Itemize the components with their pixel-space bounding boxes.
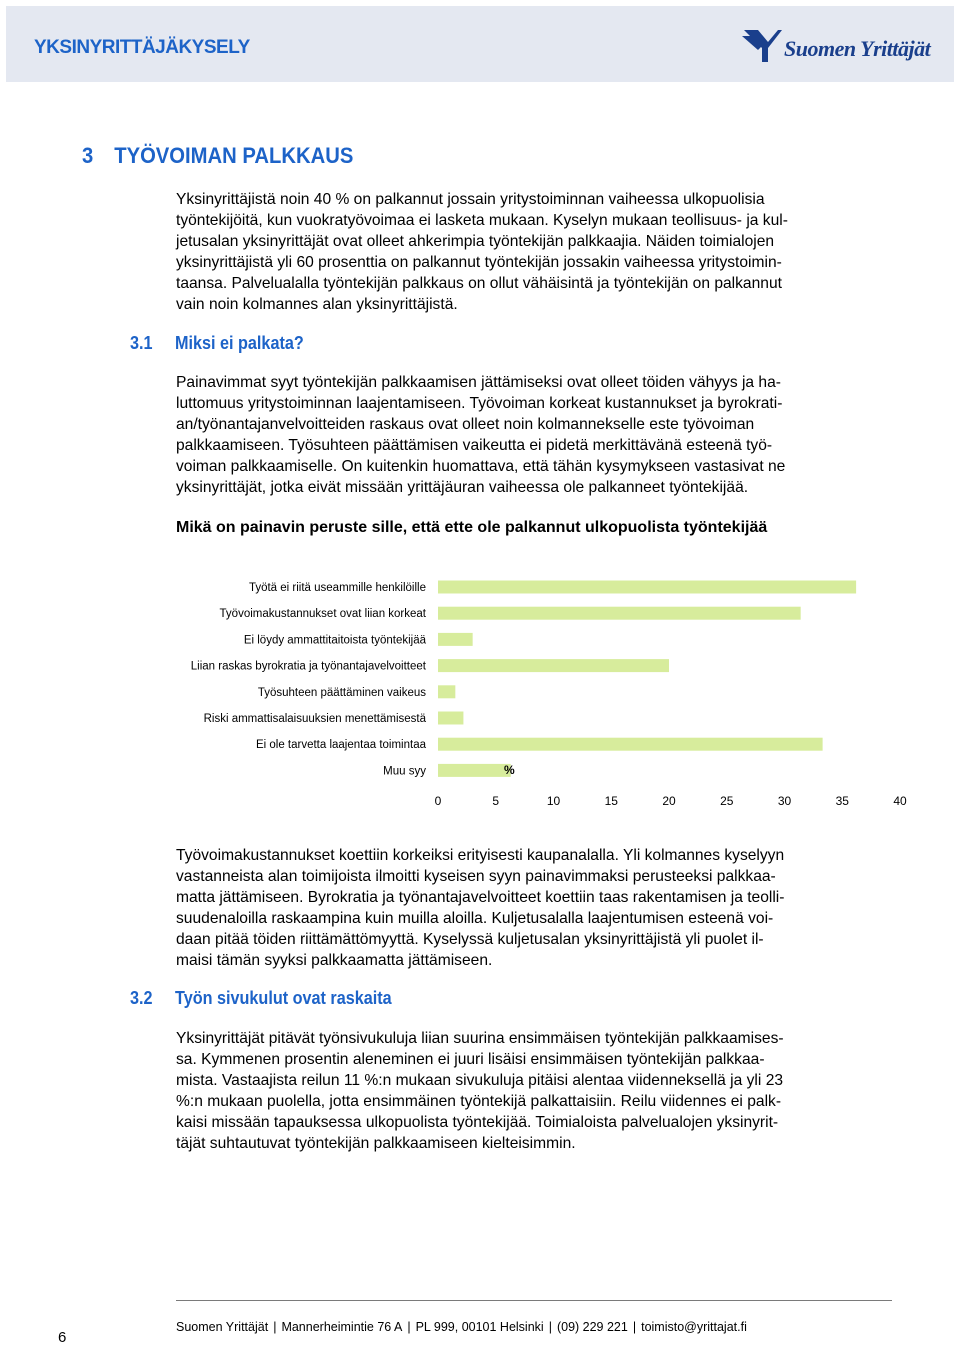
- text-line: voiman palkkaamiselle. On kuitenkin huomattava, että tähän kysymykseen vastasivat ne: [176, 458, 786, 475]
- text-line: daan pitää töiden riittämättömyyttä. Kyselyssä kuljetusalan yksinyrittäjistä yli puolet il-: [176, 931, 764, 948]
- section-3-1-number: 3.1: [130, 333, 153, 353]
- section-3-2-title: Työn sivukulut ovat raskaita: [175, 988, 392, 1008]
- text-line: sa. Kymmenen prosentin aleneminen ei juuri lisäisi ensimmäisen työntekijän palkkaa-: [176, 1051, 765, 1068]
- category-label: Ei ole tarvetta laajentaa toimintaa: [255, 739, 426, 752]
- footer-phone: (09) 229 221: [556, 1320, 628, 1334]
- category-label: Työtä ei riitä useammille henkilöille: [248, 582, 426, 594]
- footer-separator: |: [273, 1320, 277, 1334]
- x-tick-label: 15: [604, 794, 618, 808]
- text-line: yksinyrittäjät, jotka eivät missään yrittäjäuran vaiheessa ole palkanneet työntekijää.: [176, 479, 749, 496]
- section-3-2-heading: [130, 988, 392, 1009]
- text-line: täjät suhtautuvat työntekijän palkkaamiseen kielteisimmin.: [176, 1135, 576, 1152]
- bar: [438, 607, 801, 620]
- section-3-number: 3: [82, 143, 94, 168]
- text-line: mista. Vastaajista reilun 11 %:n mukaan sivukuluja pitäisi alentaa viidenneksellä ja yli 23: [176, 1072, 784, 1089]
- footer-email[interactable]: toimisto@yrittajat.fi: [641, 1320, 747, 1334]
- logo-mark-icon: [742, 26, 782, 66]
- x-tick-label: 10: [546, 794, 561, 808]
- text-line: %:n mukaan puolella, jotta ensimmäinen työntekijä palkattaisiin. Reilu viidennes ei palk-: [176, 1093, 782, 1110]
- section-3-1-heading: [130, 333, 304, 354]
- footer-org: Suomen Yrittäjät: [176, 1320, 269, 1334]
- suomen-yrittajat-logo: [742, 26, 942, 66]
- bar-chart: [160, 570, 920, 815]
- section-3-heading: [82, 143, 353, 169]
- category-label: Riski ammattisalaisuuksien menettämisestä: [203, 713, 426, 725]
- bar: [438, 685, 455, 698]
- x-tick-label: 30: [777, 794, 792, 808]
- text-line: Työvoimakustannukset koettiin korkeiksi erityisesti kaupanalalla. Yli kolmannes kyselyyn: [176, 847, 785, 864]
- text-line: palkkaamiseen. Työsuhteen päättämisen vaikeutta ei pidetä merkittävänä esteenä työ-: [176, 437, 773, 454]
- text-line: kaisi missään tapauksessa ulkopuolista työntekijää. Toimialoista palvelualojen yksinyrit-: [176, 1114, 779, 1131]
- bar: [438, 633, 473, 646]
- bar: [438, 738, 823, 751]
- category-label: Työvoimakustannukset ovat liian korkeat: [219, 608, 426, 621]
- text-line: yksinyrittäjistä yli 60 prosenttia on palkannut työntekijän jossakin vaiheessa yritystoimin-: [176, 254, 782, 271]
- section-3-intro: [176, 189, 896, 315]
- bar: [438, 712, 463, 725]
- x-tick-label: 5: [492, 794, 500, 808]
- x-tick-label: 25: [720, 794, 734, 808]
- section-3-title: TYÖVOIMAN PALKKAUS: [114, 143, 354, 168]
- footer-separator: |: [548, 1320, 552, 1334]
- text-line: suudenaloilla raskaampina kuin muilla aloilla. Kuljetusalalla laajentumisen esteenä voi-: [176, 910, 774, 927]
- text-line: matta jättämiseen. Byrokratia ja työnantajavelvoitteet koettiin taas rakentamisen ja teolli-: [176, 889, 785, 906]
- footer-separator: |: [632, 1320, 637, 1334]
- section-3-1-after-chart: [176, 845, 896, 971]
- text-line: jetusalan yksinyrittäjät ovat olleet ahkerimpia työntekijän palkkaajia. Näiden toimialojen: [176, 233, 775, 250]
- text-line: vastanneista alan toimijoista ilmoitti kyseisen syyn painavimmaksi perusteeksi palkkaa-: [176, 868, 776, 885]
- bar: [438, 659, 669, 672]
- text-line: taansa. Palvelualalla työntekijän palkkaus on ollut vähäisintä ja työntekijän on palkannut: [176, 275, 782, 292]
- text-line: vain noin kolmannes alan yksinyrittäjistä.: [176, 296, 458, 313]
- text-line: Yksinyrittäjistä noin 40 % on palkannut jossain yritystoiminnan vaiheessa ulkopuolisia: [176, 191, 765, 208]
- text-line: luttomuus yritystoiminnan laajentamiseen. Työvoiman korkeat kustannukset ja byrokrati-: [176, 395, 783, 412]
- category-label: Liian raskas byrokratia ja työnantajavelvoitteet: [190, 660, 426, 673]
- section-3-1-title: Miksi ei palkata?: [175, 333, 304, 353]
- section-3-2-number: 3.2: [130, 988, 153, 1008]
- x-tick-label: 20: [662, 794, 676, 808]
- footer-address: Mannerheimintie 76 A: [281, 1320, 403, 1334]
- section-3-1-paragraph: [176, 372, 896, 498]
- page-header: [6, 6, 954, 82]
- header-title: YKSINYRITTÄJÄKYSELY: [34, 37, 250, 58]
- footer-po-box: PL 999, 00101 Helsinki: [415, 1320, 544, 1334]
- text-line: Yksinyrittäjät pitävät työnsivukuluja liian suurina ensimmäisen työntekijän palkkaamises-: [176, 1030, 784, 1047]
- text-line: maisi tämän syyksi palkkaamatta jättämiseen.: [176, 952, 493, 969]
- logo-text: Suomen Yrittäjät: [784, 36, 931, 61]
- bar: [438, 764, 511, 777]
- page-number: 6: [58, 1329, 67, 1346]
- text-line: työntekijöitä, kun vuokratyövoimaa ei lasketa mukaan. Kyselyn mukaan teollisuus- ja kul-: [176, 212, 788, 229]
- x-tick-label: 40: [893, 794, 907, 808]
- x-tick-label: 0: [434, 794, 442, 808]
- text-line: an/työnantajanvelvoitteiden raskaus ovat olleet noin kolmannekselle este työvoiman: [176, 416, 755, 433]
- category-label: Muu syy: [383, 765, 426, 778]
- category-label: Työsuhteen päättäminen vaikeus: [257, 686, 426, 699]
- footer-separator: |: [407, 1320, 411, 1334]
- section-3-2-paragraph: [176, 1028, 896, 1154]
- text-line: Painavimmat syyt työntekijän palkkaamisen jättämiseksi ovat olleet töiden vähyys ja ha-: [176, 374, 781, 391]
- chart-heading: Mikä on painavin peruste sille, että ette ole palkannut ulkopuolista työntekijää: [176, 519, 768, 536]
- x-axis-unit-label: %: [504, 763, 515, 777]
- bar: [438, 581, 856, 594]
- category-label: Ei löydy ammattitaitoista työntekijää: [243, 634, 426, 647]
- x-tick-label: 35: [835, 794, 849, 808]
- footer-contact: [176, 1320, 747, 1334]
- footer-rule: [176, 1300, 892, 1301]
